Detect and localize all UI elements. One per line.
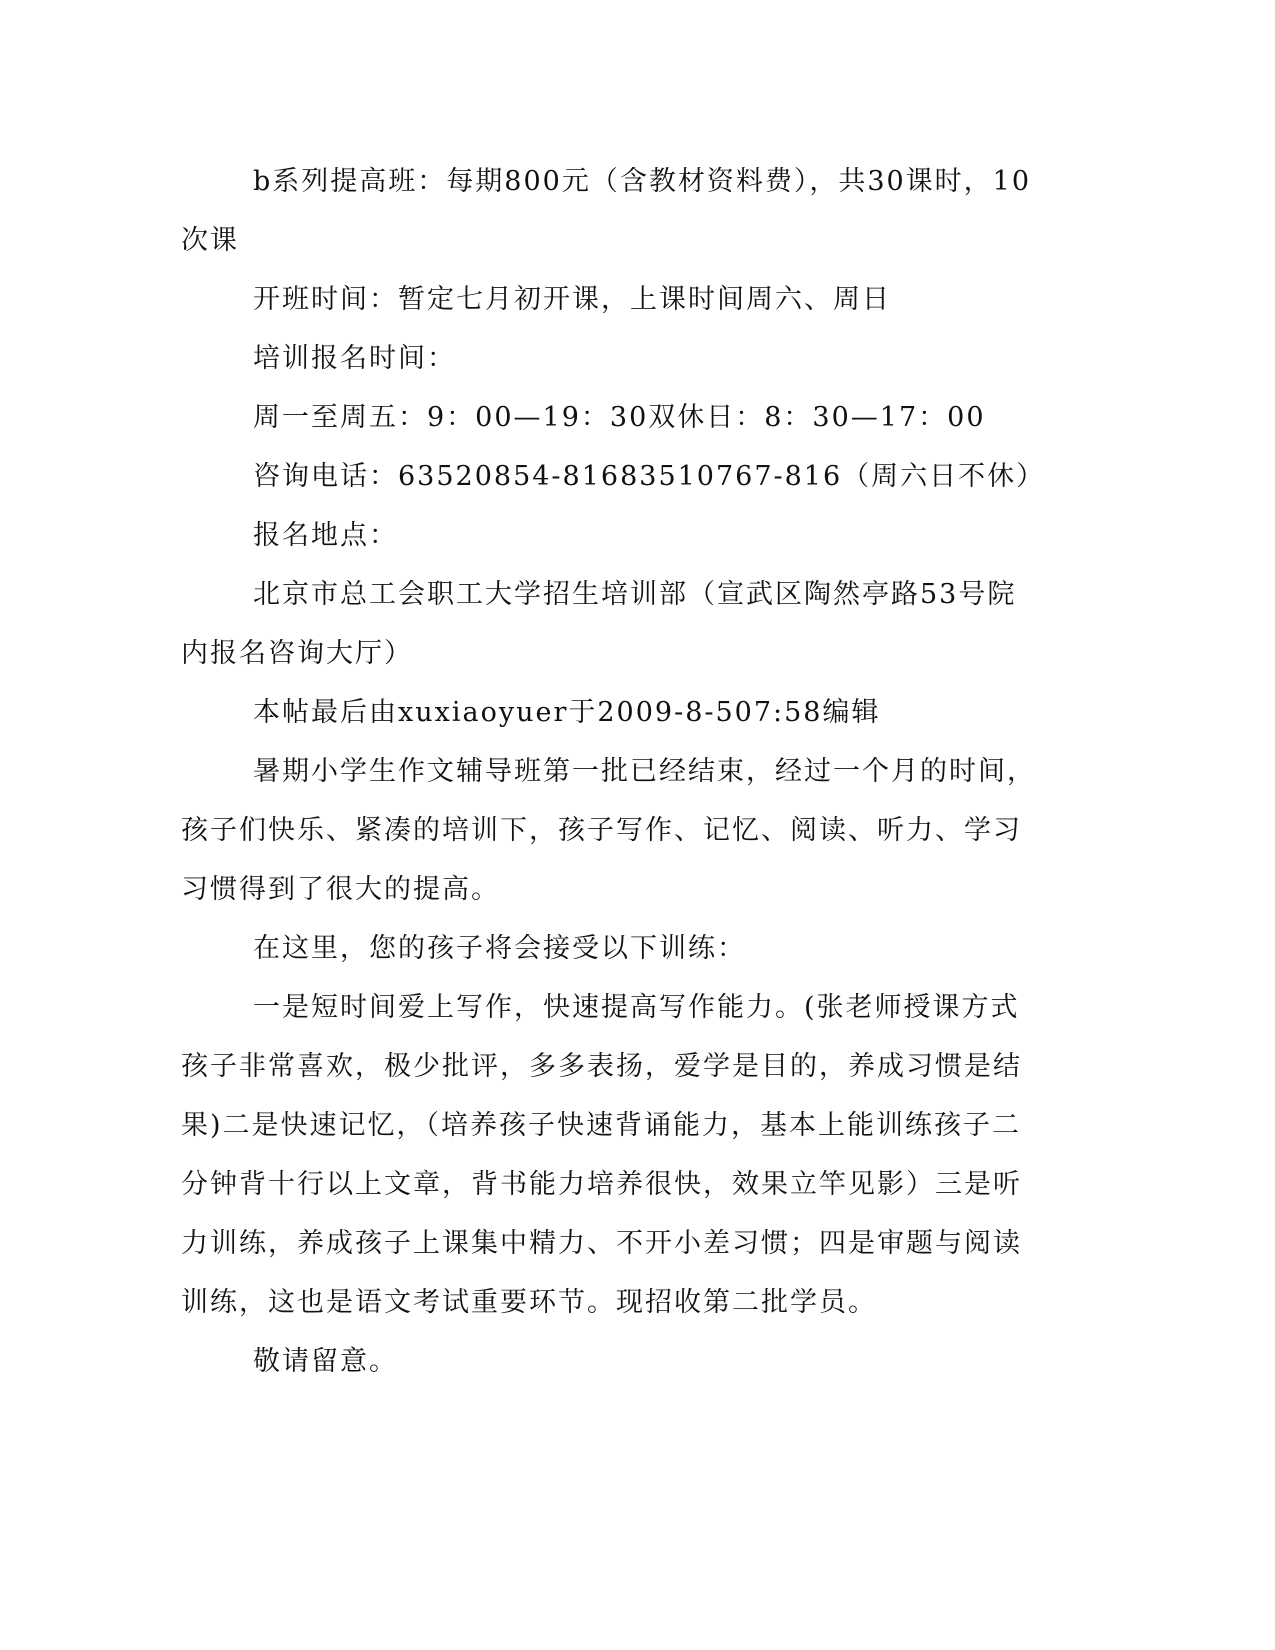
paragraph-first-batch-summary: 暑期小学生作文辅导班第一批已经结束，经过一个月的时间，孩子们快乐、紧凑的培训下，孩子写作、记忆、阅读、听力、学习习惯得到了很大的提高。 [181, 756, 1036, 905]
paragraph-b-series-class: b系列提高班：每期800元（含教材资料费），共30课时，10次课 [181, 166, 1032, 256]
paragraph-training-intro: 在这里，您的孩子将会接受以下训练： [253, 933, 746, 964]
paragraph-training-details: 一是短时间爱上写作，快速提高写作能力。(张老师授课方式孩子非常喜欢，极少批评，多多表扬，爱学是目的，养成习惯是结果)二是快速记忆，（培养孩子快速背诵能力，基本上能训练孩子二分钟背十行以上文章，背书能力培养很快，效果立竿见影）三是听力训练，养成孩子上课集中精力、不开小差习惯；四是审题与阅读训练，这也是语文考试重要环节。现招收第二批学员。 [181, 992, 1022, 1318]
paragraph-consultation-phone: 咨询电话：63520854-81683510767-816（周六日不休） [253, 461, 1046, 492]
paragraph-registration-time-heading: 培训报名时间： [253, 343, 456, 374]
paragraph-registration-hours: 周一至周五：9：00—19：30双休日：8：30—17：00 [253, 402, 986, 433]
paragraph-closing: 敬请留意。 [253, 1346, 398, 1377]
paragraph-edit-note: 本帖最后由xuxiaoyuer于2009-8-507:58编辑 [253, 697, 881, 728]
paragraph-registration-location-heading: 报名地点： [253, 520, 398, 551]
paragraph-class-start-time: 开班时间：暂定七月初开课，上课时间周六、周日 [253, 284, 891, 315]
document-body [181, 152, 1046, 1391]
paragraph-registration-address: 北京市总工会职工大学招生培训部（宣武区陶然亭路53号院内报名咨询大厅） [181, 579, 1017, 669]
